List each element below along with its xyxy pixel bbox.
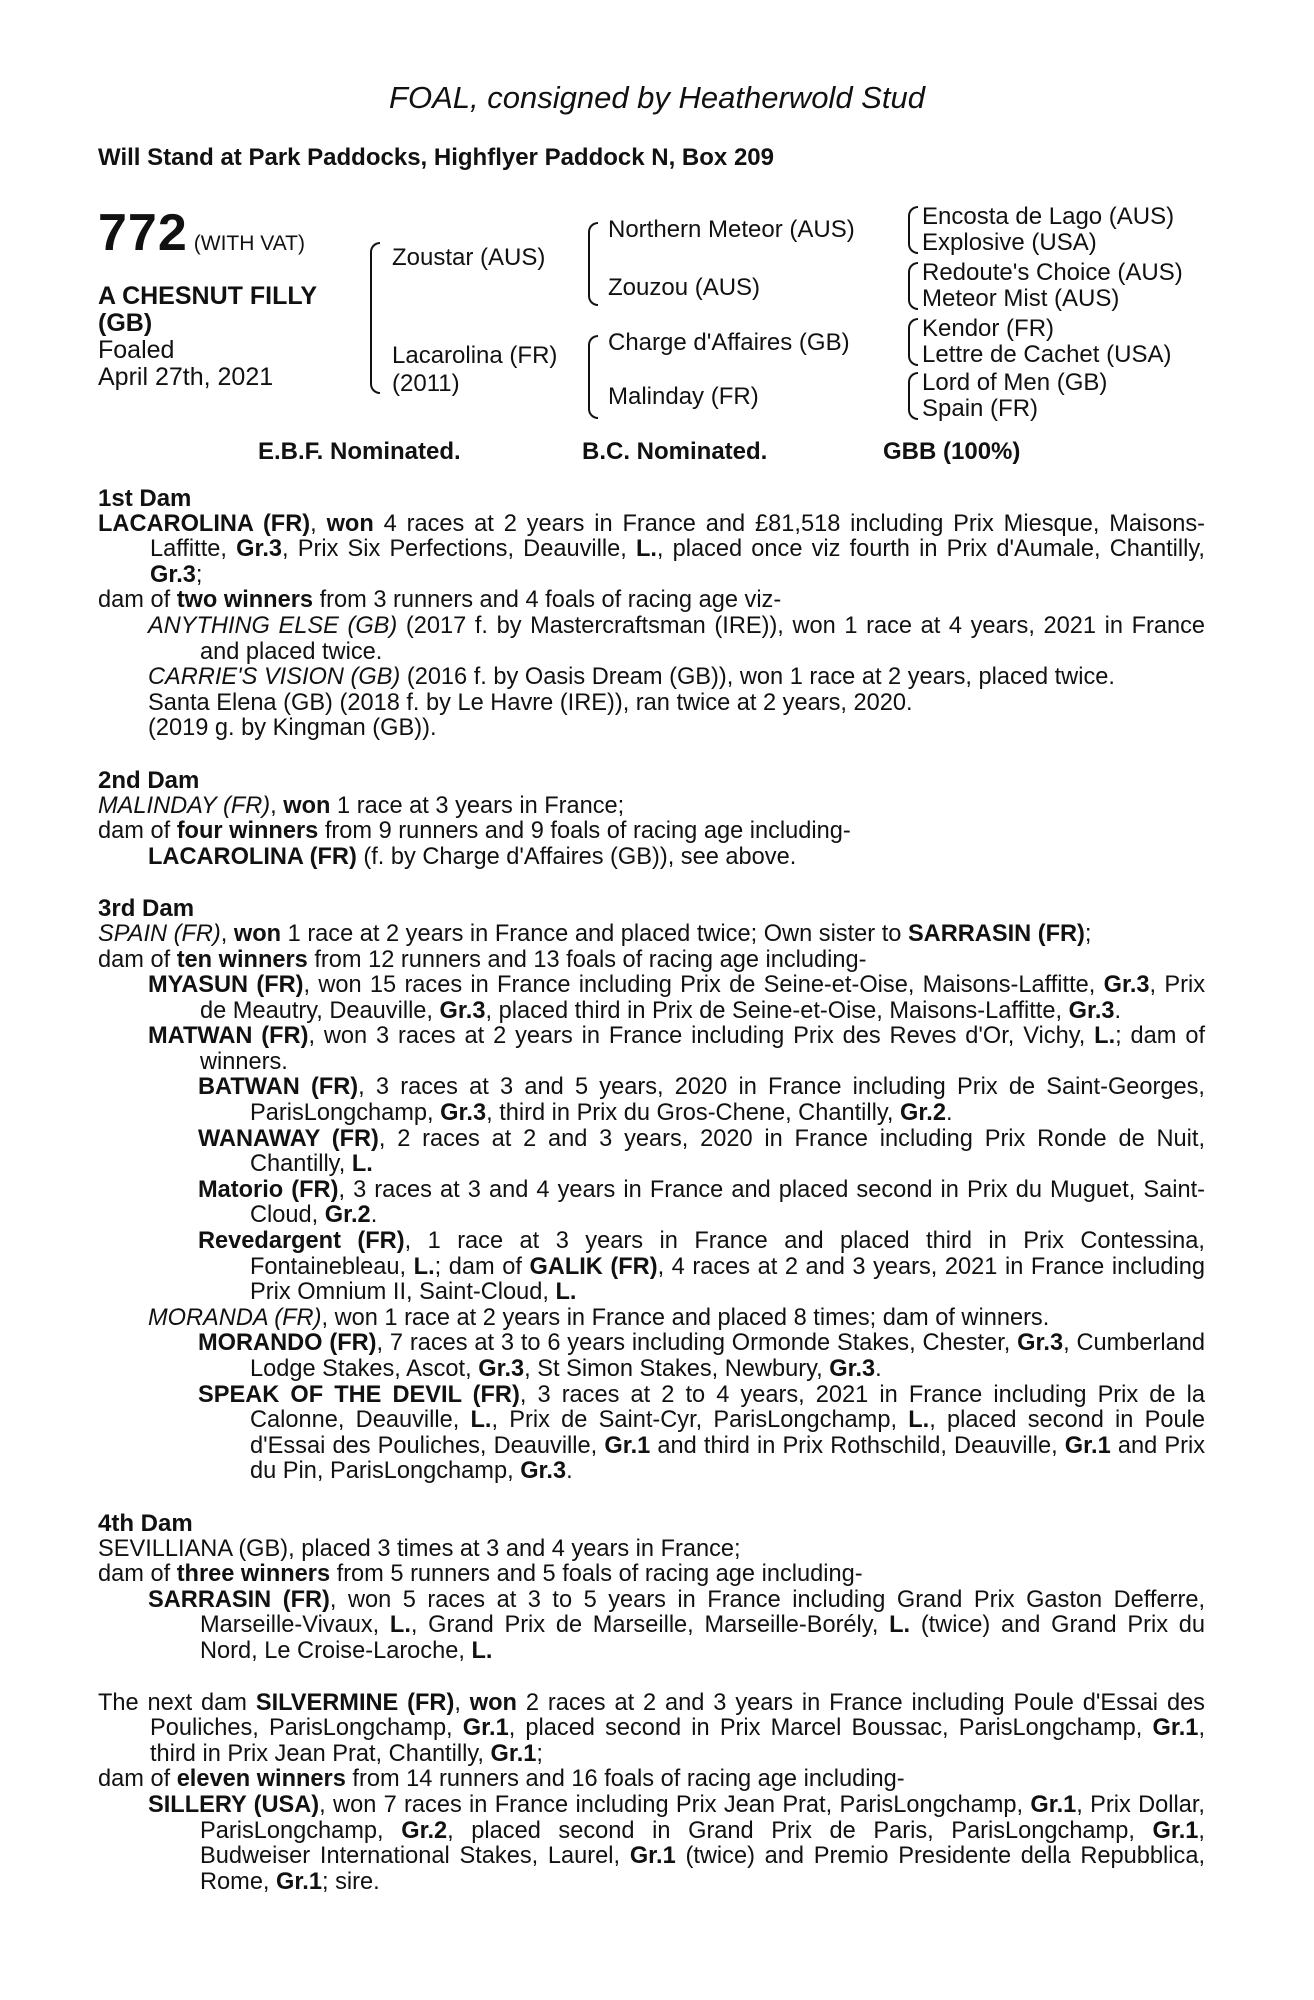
fourth-dam-produce-summary: dam of three winners from 5 runners and 5 foals of racing age including- [98,1561,863,1588]
lot-header [98,203,305,263]
pedigree-brace [908,206,918,254]
sire-sire-name: Northern Meteor (AUS) [608,216,855,243]
ancestor-7: Lord of Men (GB) [922,369,1108,396]
sire-dam-name: Zouzou (AUS) [608,274,761,301]
pedigree-brace [908,262,918,310]
foaled-label: Foaled [98,336,175,364]
produce-entry: BATWAN (FR), 3 races at 3 and 5 years, 2020 in France including Prix de Saint-Georges, ParisLongchamp, Gr.3, third in Prix du Gros-Chene, Chantilly, Gr.2. [198,1074,1205,1127]
dam-line-text [98,486,1205,1895]
second-dam-produce-summary: dam of four winners from 9 runners and 9 foals of racing age including- [98,818,851,845]
produce-entry: CARRIE'S VISION (GB) (2016 f. by Oasis Dream (GB)), won 1 race at 2 years, placed twice. [148,664,1115,691]
produce-entry: MORANDA (FR), won 1 race at 2 years in France and placed 8 times; dam of winners. [148,1304,1050,1331]
produce-entry: LACAROLINA (FR) (f. by Charge d'Affaires (GB)), see above. [148,843,797,870]
produce-entry: (2019 g. by Kingman (GB)). [148,715,437,742]
ebf-nomination: E.B.F. Nominated. [258,438,461,465]
pedigree-brace [908,372,918,420]
pedigree-brace [588,222,598,306]
sire-name: Zoustar (AUS) [392,244,546,271]
produce-entry: MORANDO (FR), 7 races at 3 to 6 years including Ormonde Stakes, Chester, Gr.3, Cumberland Lodge Stakes, Ascot, Gr.3, St Simon Stakes, Newbury, Gr.3. [198,1330,1205,1382]
produce-entry: SILLERY (USA), won 7 races in France including Prix Jean Prat, ParisLongchamp, Gr.1, Prix Dollar, ParisLongchamp, Gr.2, placed second in Grand Prix de Paris, ParisLongchamp, Gr.1, Budweiser International Stakes, Laurel, Gr.1 (twice) and Premio Presidente della Repubblica, Rome, Gr.1; sire. [148,1791,1205,1895]
produce-entry: Matorio (FR), 3 races at 3 and 4 years in France and placed second in Prix du Muguet, Saint-Cloud, Gr.2. [198,1176,1205,1229]
next-dam-record: The next dam SILVERMINE (FR), won 2 races at 2 and 3 years in France including Poule d'Essai des Pouliches, ParisLongchamp, Gr.1, placed second in Prix Marcel Boussac, ParisLongchamp, Gr.1, third in Prix Jean Prat, Chantilly, Gr.1; [98,1689,1205,1767]
first-dam-heading: 1st Dam [98,485,192,512]
ancestor-3: Redoute's Choice (AUS) [922,259,1183,286]
first-dam-record: LACAROLINA (FR), won 4 races at 2 years in France and £81,518 including Prix Miesque, Maisons-Laffitte, Gr.3, Prix Six Perfections, Deauville, L., placed once viz fourth in Prix d'Aumale, Chantilly, Gr.3; [98,510,1205,588]
pedigree-brace [370,242,380,394]
produce-entry: SPEAK OF THE DEVIL (FR), 3 races at 2 to 4 years, 2021 in France including Prix de la Calonne, Deauville, L., Prix de Saint-Cyr, ParisLongchamp, L., placed second in Poule d'Essai des Pouliches, Deauville, Gr.1 and third in Prix Rothschild, Deauville, Gr.1 and Prix du Pin, ParisLongchamp, Gr.3. [198,1381,1205,1485]
gbb-rating: GBB (100%) [883,438,1021,465]
ancestor-1: Encosta de Lago (AUS) [922,203,1175,230]
produce-entry: Santa Elena (GB) (2018 f. by Le Havre (IRE)), ran twice at 2 years, 2020. [148,689,913,716]
pedigree-brace [588,335,598,419]
second-dam-record: MALINDAY (FR), won 1 race at 3 years in France; [98,792,625,819]
produce-entry: Revedargent (FR), 1 race at 3 years in France and placed third in Prix Contessina, Fontainebleau, L.; dam of GALIK (FR), 4 races at 2 and 3 years, 2021 in France including Prix Omnium II, Saint-Cloud, L. [198,1228,1205,1306]
pedigree-brace [908,318,918,366]
produce-entry: MYASUN (FR), won 15 races in France including Prix de Seine-et-Oise, Maisons-Laffitte, Gr.3, Prix de Meautry, Deauville, Gr.3, placed third in Prix de Seine-et-Oise, Maisons-Laffitte, Gr.3. [148,972,1206,1024]
stand-location: Will Stand at Park Paddocks, Highflyer Paddock N, Box 209 [98,144,774,171]
first-dam-produce-summary: dam of two winners from 3 runners and 4 foals of racing age viz- [98,587,782,614]
produce-entry: WANAWAY (FR), 2 races at 2 and 3 years, 2020 in France including Prix Ronde de Nuit, Chantilly, L. [198,1125,1205,1178]
horse-country: (GB) [98,309,153,337]
dam-dam-name: Malinday (FR) [608,383,759,410]
next-dam-produce-summary: dam of eleven winners from 14 runners and 16 foals of racing age including- [98,1766,905,1793]
bc-nomination: B.C. Nominated. [582,438,768,465]
horse-description [98,283,368,391]
produce-entry: MATWAN (FR), won 3 races at 2 years in France including Prix des Reves d'Or, Vichy, L.; dam of winners. [148,1023,1205,1075]
foaled-date: April 27th, 2021 [98,363,274,391]
produce-entry: ANYTHING ELSE (GB) (2017 f. by Mastercraftsman (IRE)), won 1 race at 4 years, 2021 in France and placed twice. [148,612,1206,665]
dam-year: (2011) [392,370,460,397]
lot-number: 772 [98,204,188,262]
ancestor-8: Spain (FR) [922,395,1039,422]
ancestor-2: Explosive (USA) [922,229,1097,256]
ancestor-6: Lettre de Cachet (USA) [922,341,1172,368]
second-dam-heading: 2nd Dam [98,766,200,794]
dam-name: Lacarolina (FR) [392,342,558,369]
ancestor-5: Kendor (FR) [922,315,1055,342]
fourth-dam-heading: 4th Dam [98,1509,193,1537]
fourth-dam-record: SEVILLIANA (GB), placed 3 times at 3 and 4 years in France; [98,1535,741,1562]
consignor-title: FOAL, consigned by Heatherwold Stud [389,80,925,115]
third-dam-heading: 3rd Dam [98,895,195,923]
third-dam-record: SPAIN (FR), won 1 race at 2 years in France and placed twice; Own sister to SARRASIN (FR); [98,920,1092,947]
ancestor-4: Meteor Mist (AUS) [922,285,1120,312]
produce-entry: SARRASIN (FR), won 5 races at 3 to 5 years in France including Grand Prix Gaston Defferre, Marseille-Vivaux, L., Grand Prix de Marseille, Marseille-Borély, L. (twice) and Grand Prix du Nord, Le Croise-Laroche, L. [148,1586,1206,1664]
horse-sex-colour: A CHESNUT FILLY [98,282,317,310]
dam-sire-name: Charge d'Affaires (GB) [608,329,850,356]
third-dam-produce-summary: dam of ten winners from 12 runners and 13 foals of racing age including- [98,946,867,973]
vat-label: (WITH VAT) [193,232,305,255]
